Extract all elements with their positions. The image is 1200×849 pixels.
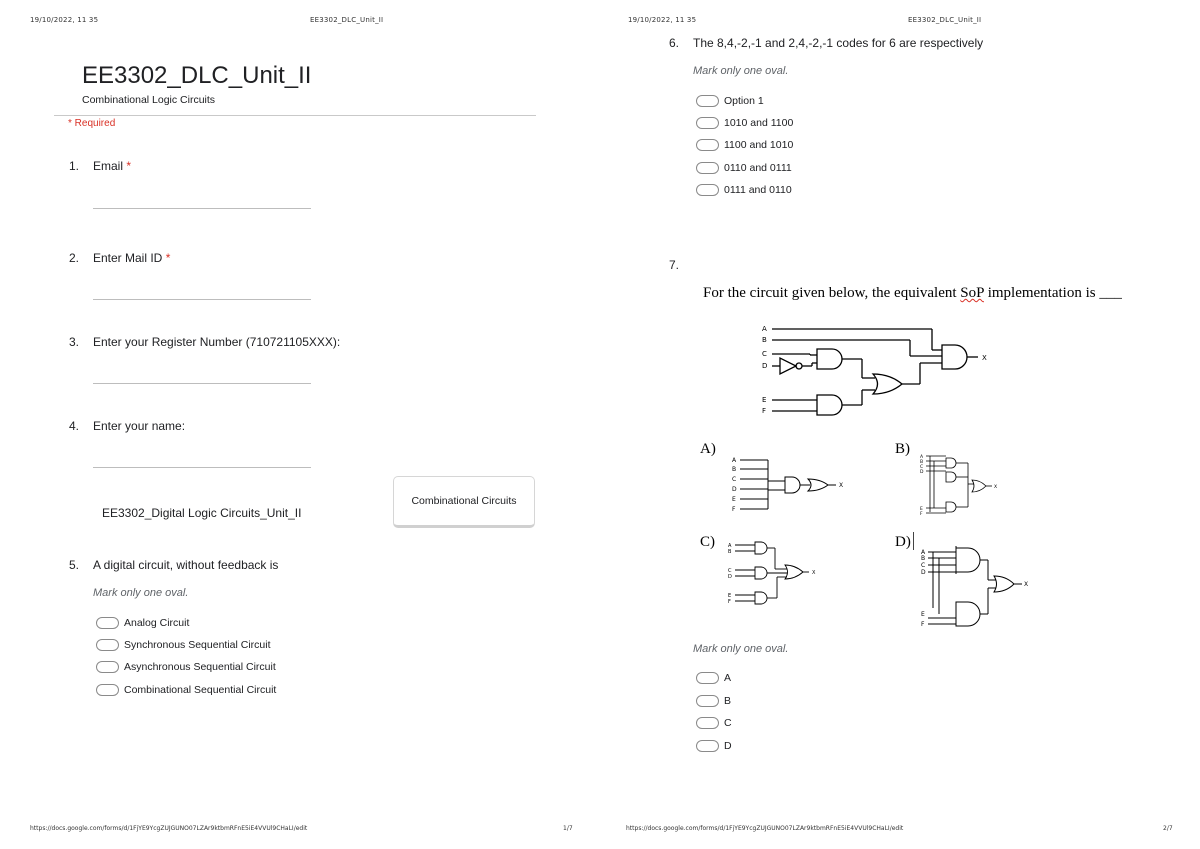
option-label: Synchronous Sequential Circuit: [124, 639, 271, 651]
q7-prompt-sop: SoP: [960, 285, 984, 301]
option-label: Combinational Sequential Circuit: [124, 684, 277, 696]
svg-text:D: D: [728, 574, 732, 580]
question-number: 5.: [69, 558, 80, 572]
question-label: Enter your Register Number (710721105XXX):: [93, 335, 341, 349]
header-doc-name: EE3302_DLC_Unit_II: [908, 16, 982, 24]
radio-oval[interactable]: [96, 684, 119, 696]
q6-option[interactable]: [696, 184, 792, 196]
q7-option[interactable]: [696, 695, 731, 707]
question-6: [669, 36, 983, 50]
question-label: Enter Mail ID: [93, 251, 163, 265]
text-cursor: [913, 532, 914, 550]
svg-text:D: D: [921, 569, 926, 576]
svg-text:C: C: [728, 568, 732, 574]
svg-text:F: F: [921, 621, 925, 628]
svg-text:F: F: [732, 506, 736, 513]
svg-text:C: C: [921, 562, 926, 569]
svg-text:B: B: [732, 466, 737, 473]
q7-option[interactable]: [696, 717, 732, 729]
question-5: [69, 558, 278, 572]
mark-instruction: Mark only one oval.: [693, 643, 789, 655]
main-circuit-diagram: [750, 318, 1000, 422]
svg-text:X: X: [812, 570, 816, 576]
page-2: [600, 0, 1200, 849]
q7-prompt: [703, 285, 1122, 302]
choice-label-d: D): [895, 534, 911, 550]
svg-text:A: A: [728, 543, 732, 549]
form-title: EE3302_DLC_Unit_II: [82, 62, 312, 89]
svg-text:E: E: [732, 496, 736, 503]
question-label: Email: [93, 159, 124, 173]
section-title: EE3302_Digital Logic Circuits_Unit_II: [102, 506, 302, 520]
radio-oval[interactable]: [696, 717, 719, 729]
q5-option[interactable]: [96, 639, 271, 651]
radio-oval[interactable]: [696, 184, 719, 196]
question-3: [69, 335, 340, 349]
svg-text:X: X: [994, 485, 998, 490]
svg-text:C: C: [732, 476, 737, 483]
footer-url: https://docs.google.com/forms/d/1FjYE9YcgZUJGUNO07LZAr9ktbmRFnE5iE4VVUl9CHaLI/edit: [626, 825, 904, 832]
option-label: Asynchronous Sequential Circuit: [124, 661, 276, 673]
radio-oval[interactable]: [96, 617, 119, 629]
register-number-field[interactable]: [93, 383, 311, 384]
header-date: 19/10/2022, 11 35: [628, 16, 697, 24]
radio-oval[interactable]: [696, 695, 719, 707]
q6-option[interactable]: [696, 139, 793, 151]
svg-text:E: E: [921, 611, 925, 618]
question-label: Enter your name:: [93, 419, 186, 433]
question-1: [69, 159, 131, 173]
input-label-e: E: [762, 396, 767, 404]
question-4: [69, 419, 185, 433]
header-doc-name: EE3302_DLC_Unit_II: [310, 16, 384, 24]
radio-oval[interactable]: [96, 639, 119, 651]
mark-instruction: Mark only one oval.: [693, 65, 789, 77]
svg-text:B: B: [728, 549, 732, 555]
q5-option[interactable]: [96, 661, 276, 673]
svg-text:X: X: [1024, 581, 1028, 588]
question-number: 7.: [669, 258, 680, 272]
mark-instruction: Mark only one oval.: [93, 587, 189, 599]
title-divider: [54, 115, 536, 116]
radio-oval[interactable]: [696, 672, 719, 684]
email-field[interactable]: [93, 208, 311, 209]
question-number: 6.: [669, 36, 680, 50]
q6-option[interactable]: [696, 95, 764, 107]
option-label: 0111 and 0110: [724, 184, 792, 196]
form-subtitle: Combinational Logic Circuits: [82, 94, 216, 106]
input-label-d: D: [762, 362, 768, 370]
option-label: C: [724, 717, 732, 729]
option-label: B: [724, 695, 732, 707]
svg-text:E: E: [728, 593, 732, 599]
input-label-f: F: [762, 407, 767, 415]
question-label: The 8,4,-2,-1 and 2,4,-2,-1 codes for 6 are respectively: [693, 36, 984, 50]
question-number: 1.: [69, 159, 80, 173]
choice-label-b: B): [895, 441, 910, 457]
choice-label-c: C): [700, 534, 715, 550]
q6-option[interactable]: [696, 162, 792, 174]
input-label-c: C: [762, 350, 767, 358]
q7-prompt-after: implementation is ___: [983, 285, 1122, 301]
section-chip: Combinational Circuits: [393, 476, 535, 528]
svg-text:F: F: [728, 599, 731, 605]
required-note: * Required: [68, 118, 116, 129]
question-2: [69, 251, 170, 265]
svg-text:A: A: [732, 457, 737, 464]
svg-text:B: B: [921, 555, 926, 562]
svg-text:A: A: [921, 549, 926, 556]
option-label: Option 1: [724, 95, 764, 107]
footer-page-number: 1/7: [563, 825, 573, 832]
radio-oval[interactable]: [696, 162, 719, 174]
radio-oval[interactable]: [96, 661, 119, 673]
mail-id-field[interactable]: [93, 299, 311, 300]
input-label-b: B: [762, 336, 767, 344]
question-label: A digital circuit, without feedback is: [93, 558, 279, 572]
svg-text:X: X: [839, 482, 844, 489]
q7-option[interactable]: [696, 672, 731, 684]
svg-text:C: C: [920, 465, 924, 470]
svg-text:D: D: [920, 470, 924, 475]
option-label: D: [724, 740, 732, 752]
required-star: *: [165, 251, 171, 265]
svg-text:B: B: [920, 460, 924, 465]
input-label-a: A: [762, 325, 767, 333]
q5-option[interactable]: [96, 617, 189, 629]
q5-option[interactable]: [96, 684, 276, 696]
option-label: Analog Circuit: [124, 617, 190, 629]
q7-prompt-before: For the circuit given below, the equivalent: [703, 285, 961, 301]
footer-page-number: 2/7: [1163, 825, 1173, 832]
svg-text:A: A: [920, 455, 924, 460]
radio-oval[interactable]: [696, 117, 719, 129]
radio-oval[interactable]: [696, 95, 719, 107]
choice-label-a: A): [700, 441, 716, 457]
choice-d-circuit: [918, 538, 1028, 630]
name-field[interactable]: [93, 467, 311, 468]
footer-url: https://docs.google.com/forms/d/1FjYE9YcgZUJGUNO07LZAr9ktbmRFnE5iE4VVUl9CHaLI/edit: [30, 825, 308, 832]
radio-oval[interactable]: [696, 139, 719, 151]
svg-text:F: F: [920, 512, 923, 517]
question-number: 3.: [69, 335, 80, 349]
radio-oval[interactable]: [696, 740, 719, 752]
choice-b-circuit: [918, 450, 1008, 522]
q7-option[interactable]: [696, 740, 732, 752]
question-number: 2.: [69, 251, 80, 265]
question-7: [669, 258, 693, 272]
svg-text:D: D: [732, 486, 737, 493]
q6-option[interactable]: [696, 117, 793, 129]
svg-text:E: E: [920, 507, 923, 512]
choice-c-circuit: [725, 537, 830, 609]
header-date: 19/10/2022, 11 35: [30, 16, 99, 24]
option-label: 1100 and 1010: [724, 139, 794, 151]
required-star: *: [126, 159, 132, 173]
choice-a-circuit: [730, 455, 850, 517]
option-label: A: [724, 672, 732, 684]
output-label-x: X: [982, 354, 987, 362]
option-label: 1010 and 1100: [724, 117, 794, 129]
option-label: 0110 and 0111: [724, 162, 792, 174]
question-number: 4.: [69, 419, 80, 433]
